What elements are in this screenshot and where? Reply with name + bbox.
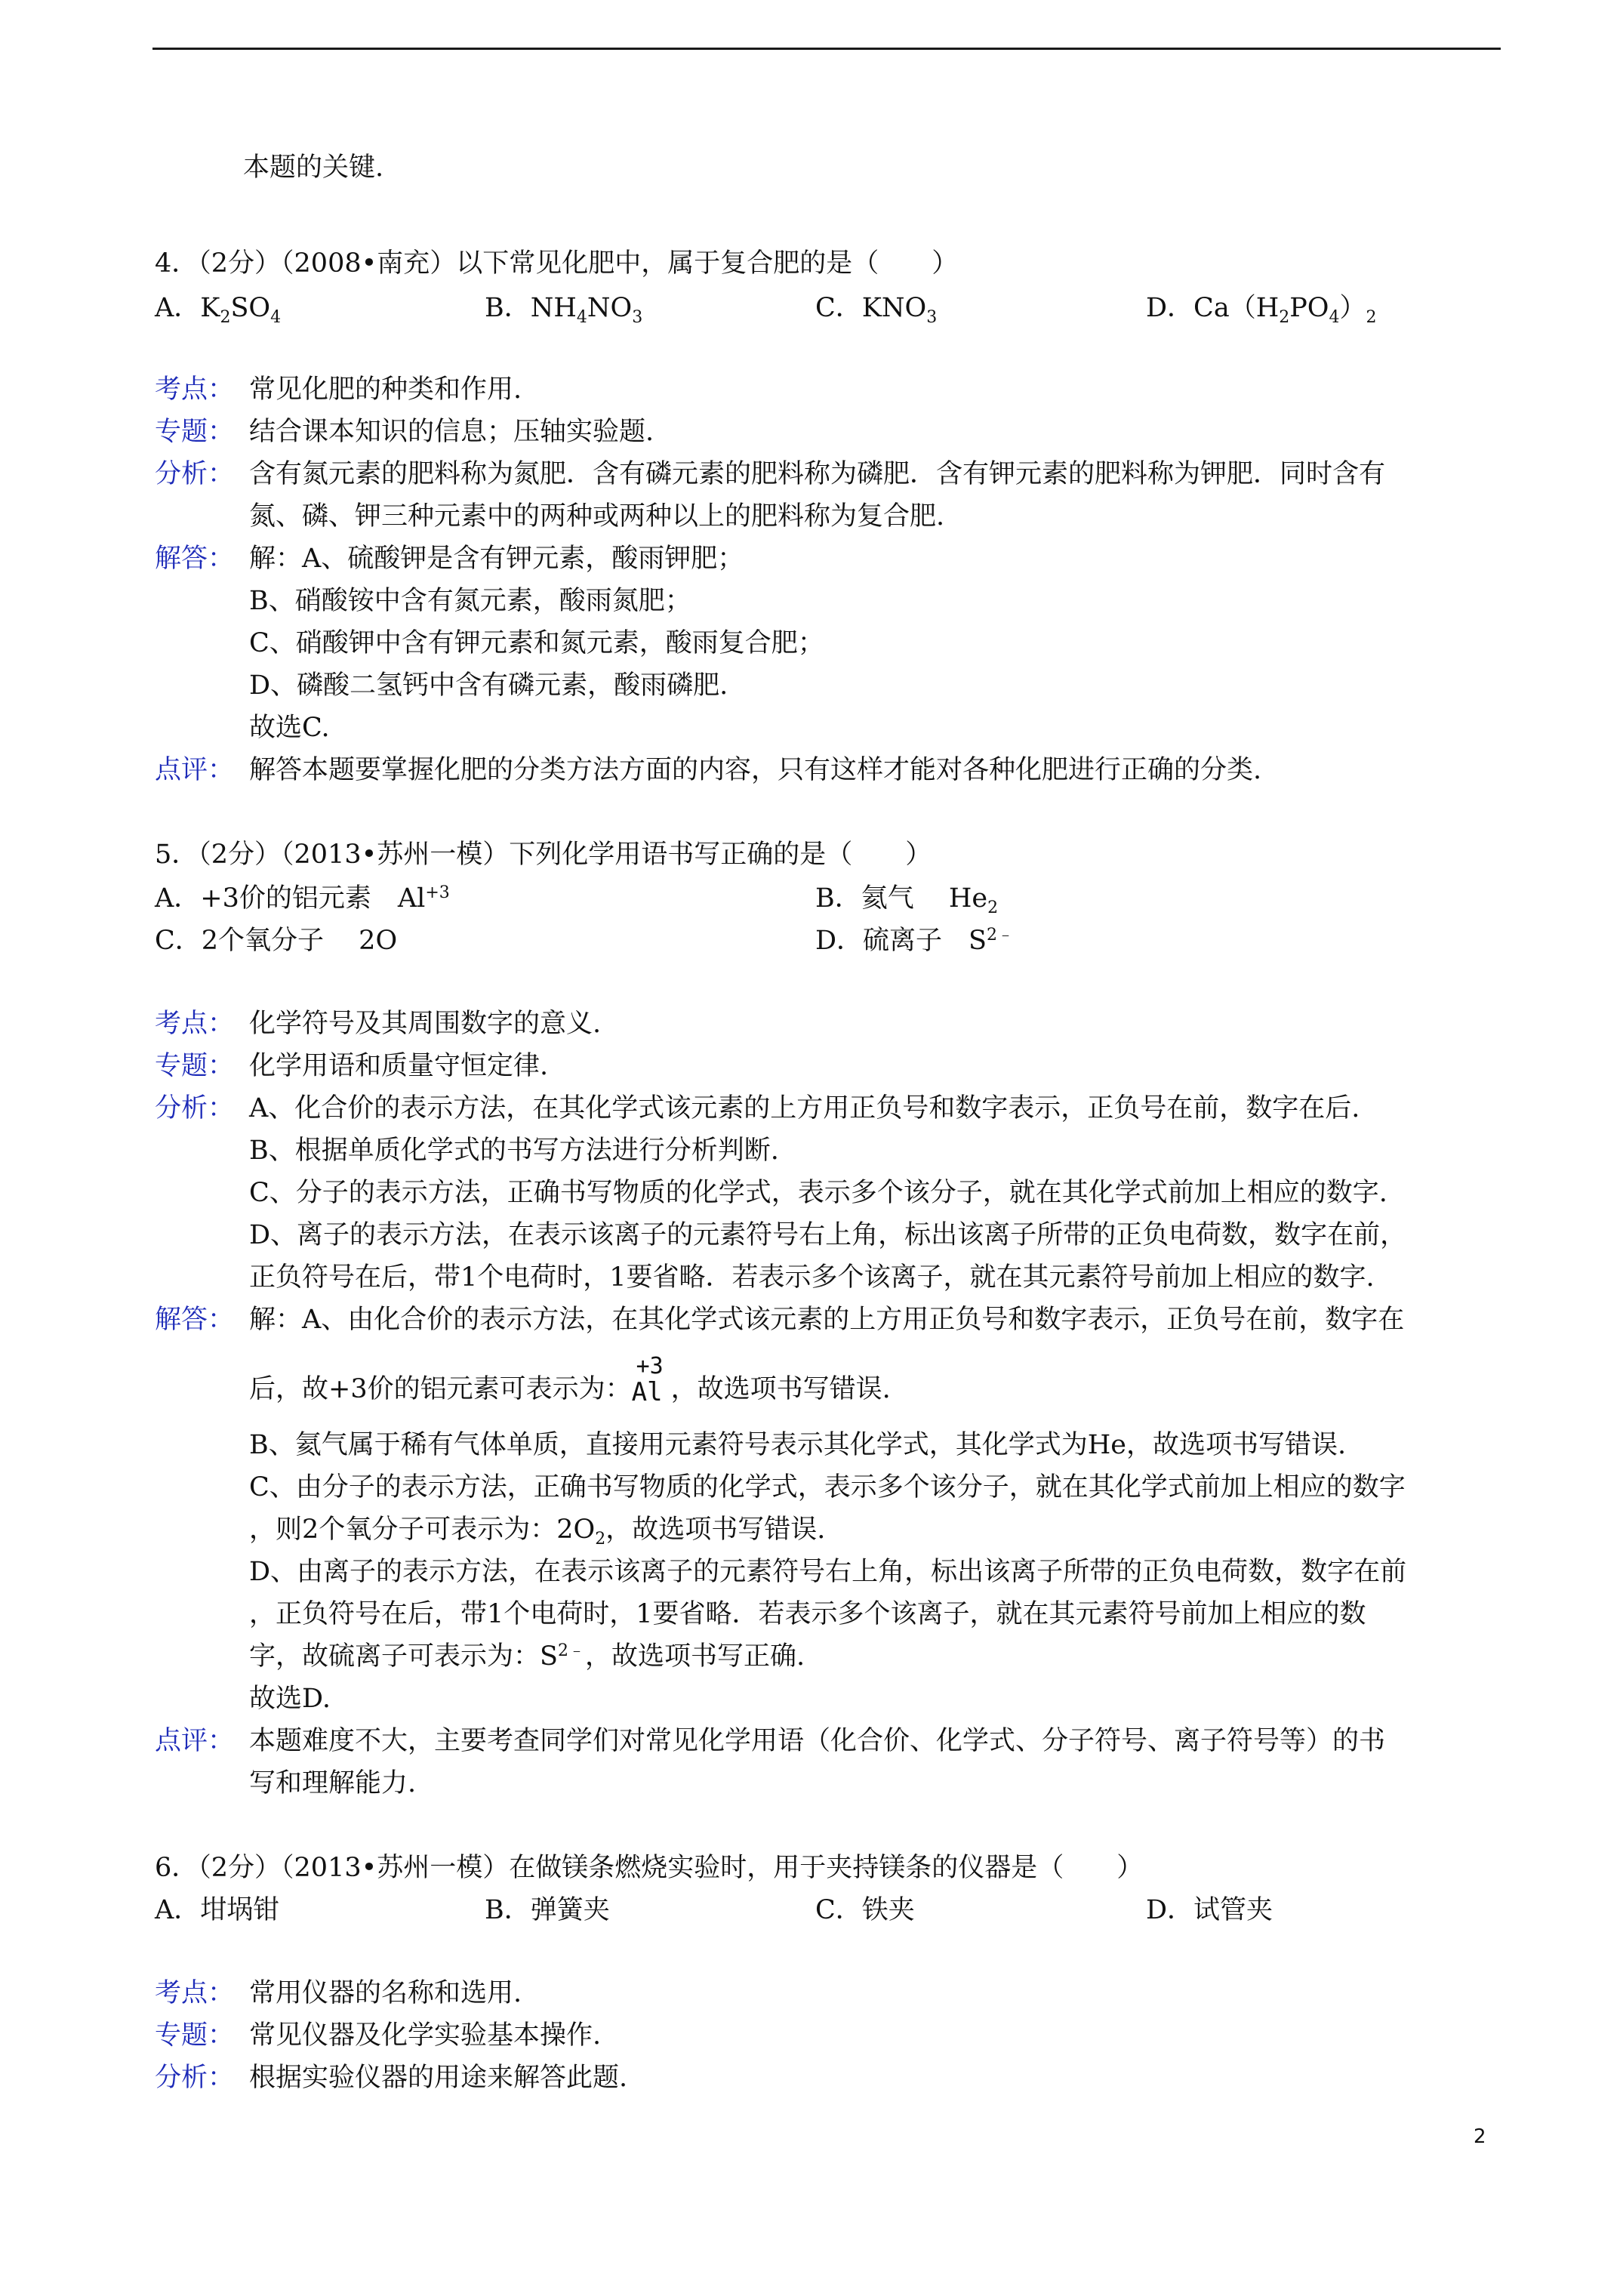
q4-fenxi-line1: 含有氮元素的肥料称为氮肥．含有磷元素的肥料称为磷肥．含有钾元素的肥料称为钾肥．同时含有: [249, 459, 1386, 489]
q6-option-c: C．铁夹: [815, 1895, 915, 1925]
q5-zhuanti-text: 化学用语和质量守恒定律.: [249, 1051, 549, 1081]
q5-fenxi-line3: C、分子的表示方法，正确书写物质的化学式，表示多个该分子，就在其化学式前加上相应的数字.: [249, 1178, 1387, 1208]
q5-jieda-line2: 后，故+3价的铝元素可表示为： +3 Al ，故选项书写错误.: [249, 1353, 891, 1407]
q4-option-a: A．$K_2SO_4$: [155, 293, 282, 327]
q4-option-c: C．$KNO_3$: [815, 293, 938, 327]
q5-fenxi-line5: 正负符号在后，带1个电荷时，1要省略．若表示多个该离子，就在其元素符号前加上相应的数字.: [249, 1262, 1375, 1293]
q6-option-b: B．弹簧夹: [485, 1895, 610, 1925]
q5-dianping-line1: 本题难度不大，主要考查同学们对常见化学用语（化合价、化学式、分子符号、离子符号等）的书: [249, 1726, 1386, 1756]
q4-zhuanti-text: 结合课本知识的信息；压轴实验题.: [249, 417, 654, 447]
q4-jieda-label: 解答：: [155, 544, 235, 574]
q4-zhuanti-label: 专题：: [155, 417, 235, 447]
q6-zhuanti-text: 常见仪器及化学实验基本操作.: [249, 2020, 602, 2051]
q5-option-a: A．+3价的铝元素 $Al^{+3}$: [155, 883, 450, 914]
valence-aluminum: +3 Al: [631, 1353, 664, 1407]
q4-option-b: B．$NH_4NO_3$: [485, 293, 643, 327]
q5-jieda-line6: D、由离子的表示方法，在表示该离子的元素符号右上角，标出该离子所带的正负电荷数，数字在前: [249, 1557, 1407, 1587]
q4-dianping-text: 解答本题要掌握化肥的分类方法方面的内容，只有这样才能对各种化肥进行正确的分类.: [249, 755, 1262, 785]
q4-kaodian-label: 考点：: [155, 374, 235, 405]
q5-fenxi-line4: D、离子的表示方法，在表示该离子的元素符号右上角，标出该离子所带的正负电荷数，数字在前，: [249, 1220, 1407, 1250]
q5-jieda-line1: 解：A、由化合价的表示方法，在其化学式该元素的上方用正负号和数字表示，正负号在前，数字在: [249, 1305, 1405, 1335]
q5-fenxi-label: 分析：: [155, 1093, 235, 1123]
q5-kaodian-text: 化学符号及其周围数字的意义.: [249, 1009, 602, 1039]
q5-jieda-line7: ，正负符号在后，带1个电荷时，1要省略．若表示多个该离子，就在其元素符号前加上相应的数: [249, 1599, 1366, 1629]
q4-fenxi-label: 分析：: [155, 459, 235, 489]
q4-jieda-line3: C、硝酸钾中含有钾元素和氮元素，酸雨复合肥；: [249, 628, 824, 658]
header-rule: [152, 48, 1501, 50]
q5-dianping-label: 点评：: [155, 1726, 235, 1756]
q6-option-a: A．坩埚钳: [155, 1895, 280, 1925]
q5-option-d: D．硫离子 $S^{2﹣}$: [815, 926, 1015, 956]
q5-jieda-line9: 故选D.: [249, 1684, 331, 1714]
q5-stem: 5．（2分）（2013•苏州一模）下列化学用语书写正确的是（ ）: [155, 840, 932, 870]
q4-jieda-line5: 故选C.: [249, 713, 330, 743]
q6-stem: 6．（2分）（2013•苏州一模）在做镁条燃烧实验时，用于夹持镁条的仪器是（ ）: [155, 1853, 1144, 1883]
q4-jieda-line1: 解：A、硫酸钾是含有钾元素，酸雨钾肥；: [249, 544, 744, 574]
q6-option-d: D．试管夹: [1146, 1895, 1273, 1925]
q5-kaodian-label: 考点：: [155, 1009, 235, 1039]
q6-zhuanti-label: 专题：: [155, 2020, 235, 2051]
q6-fenxi-label: 分析：: [155, 2063, 235, 2093]
q5-fenxi-line2: B、根据单质化学式的书写方法进行分析判断.: [249, 1136, 779, 1166]
q6-fenxi-text: 根据实验仪器的用途来解答此题.: [249, 2063, 628, 2093]
q5-option-c: C．2个氧分子 2O: [155, 926, 398, 956]
q5-zhuanti-label: 专题：: [155, 1051, 235, 1081]
q4-jieda-line2: B、硝酸铵中含有氮元素，酸雨氮肥；: [249, 586, 691, 616]
q5-jieda-line8: 字，故硫离子可表示为：$S^{2﹣}$，故选项书写正确.: [249, 1641, 805, 1672]
q6-kaodian-label: 考点：: [155, 1978, 235, 2008]
page-number: 2: [1474, 2125, 1486, 2148]
q5-dianping-line2: 写和理解能力.: [249, 1768, 417, 1798]
q6-kaodian-text: 常用仪器的名称和选用.: [249, 1978, 522, 2008]
q5-jieda-line5: ，则2个氧分子可表示为：$2O_2$，故选项书写错误.: [249, 1515, 826, 1549]
q5-fenxi-line1: A、化合价的表示方法，在其化学式该元素的上方用正负号和数字表示，正负号在前，数字在后.: [249, 1093, 1360, 1123]
q4-fenxi-line2: 氮、磷、钾三种元素中的两种或两种以上的肥料称为复合肥.: [249, 501, 945, 532]
q4-jieda-line4: D、磷酸二氢钙中含有磷元素，酸雨磷肥.: [249, 670, 728, 701]
q4-dianping-label: 点评：: [155, 755, 235, 785]
q5-option-b: B．氦气 $He_2$: [815, 883, 999, 917]
q4-stem: 4．（2分）（2008•南充）以下常见化肥中，属于复合肥的是（ ）: [155, 248, 959, 279]
q5-jieda-line3: B、氦气属于稀有气体单质，直接用元素符号表示其化学式，其化学式为He，故选项书写错误.: [249, 1430, 1347, 1460]
q5-jieda-line4: C、由分子的表示方法，正确书写物质的化学式，表示多个该分子，就在其化学式前加上相应的数字: [249, 1472, 1406, 1502]
q5-jieda-label: 解答：: [155, 1305, 235, 1335]
q4-kaodian-text: 常见化肥的种类和作用.: [249, 374, 522, 405]
q4-option-d: D．$Ca(H_2PO_4)_2$: [1146, 293, 1377, 327]
prev-answer-tail: 本题的关键.: [243, 153, 384, 183]
